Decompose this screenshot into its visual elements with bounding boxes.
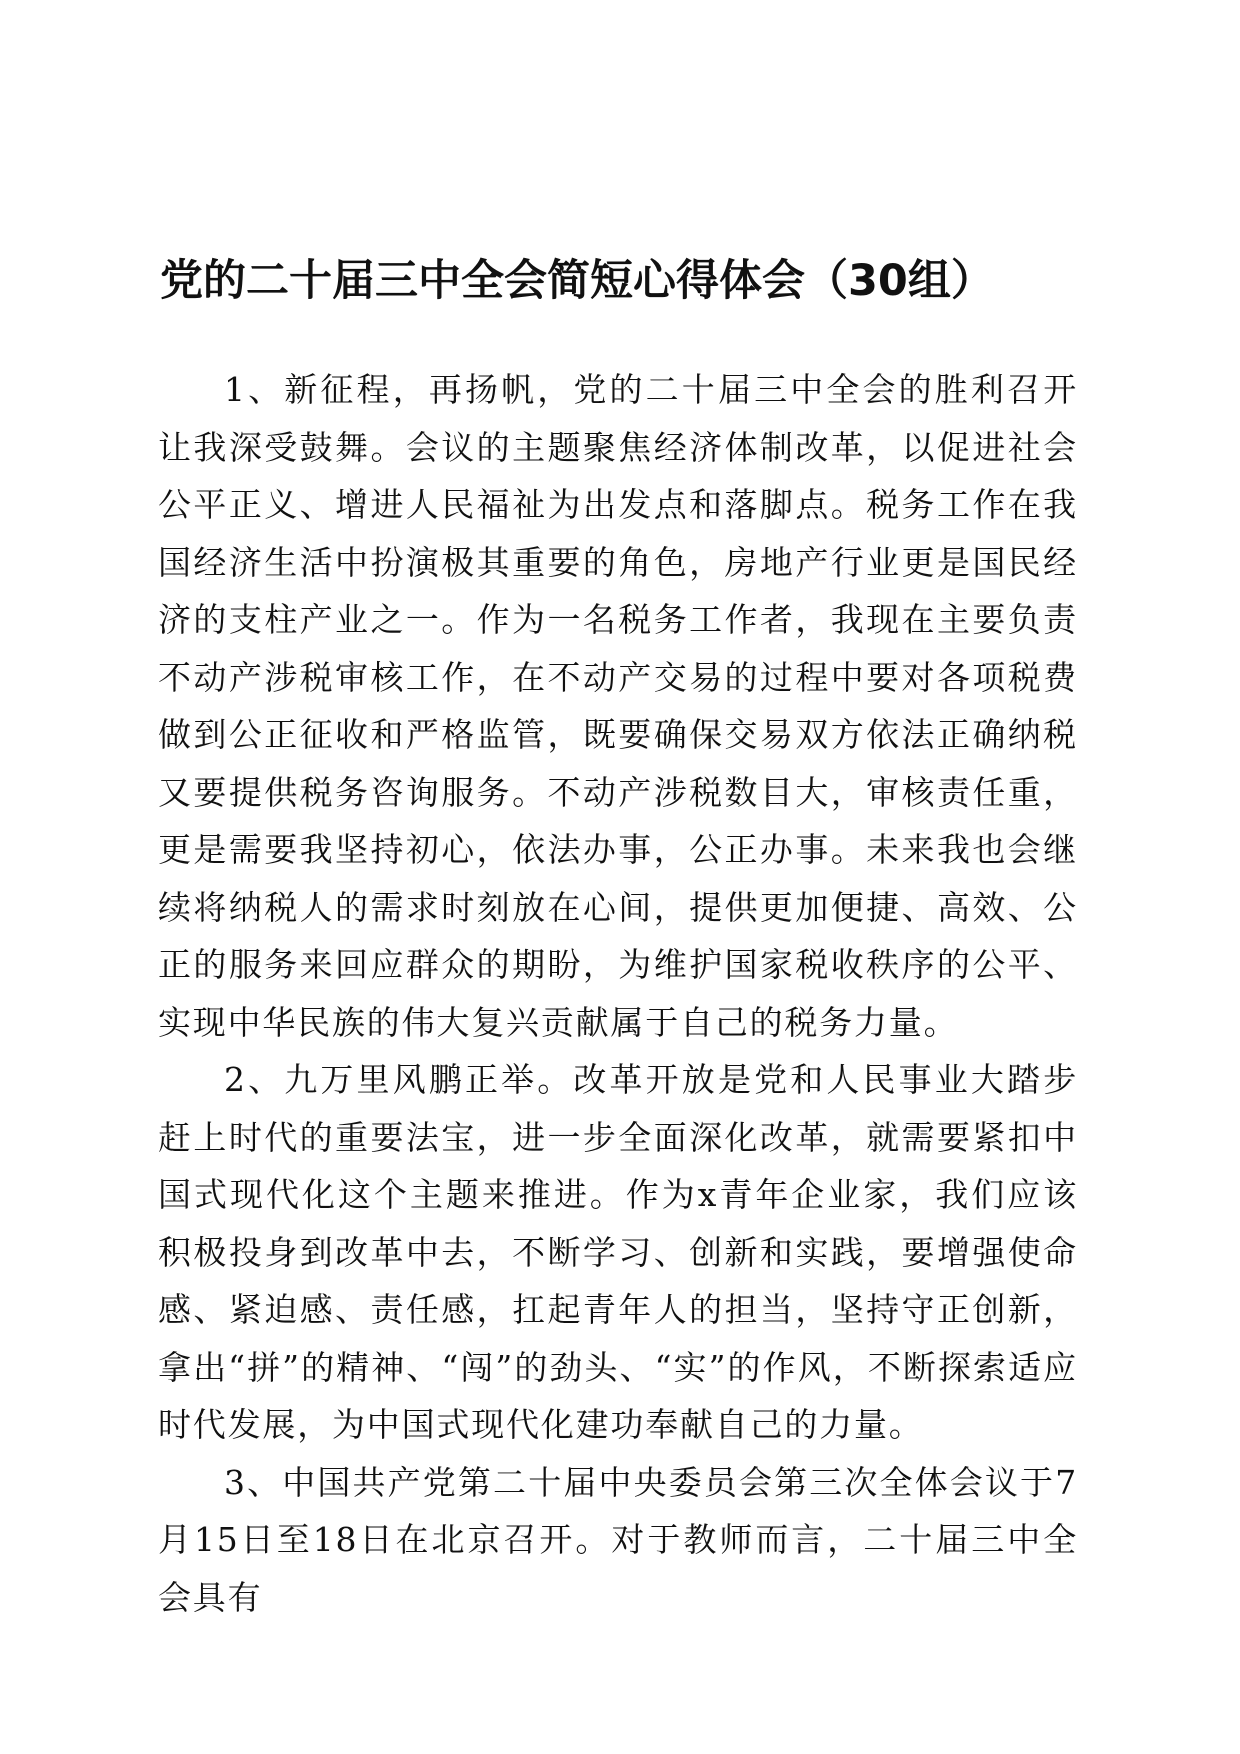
paragraph-3: 3、中国共产党第二十届中央委员会第三次全体会议于7月15日至18日在北京召开。对于教师而言，二十届三中全会具有 bbox=[158, 1462, 1078, 1617]
document-title: 党的二十届三中全会简短心得体会（30组） bbox=[160, 256, 994, 306]
paragraph-2: 2、九万里风鹏正举。改革开放是党和人民事业大踏步赶上时代的重要法宝，进一步全面深化改革，就需要紧扣中国式现代化这个主题来推进。作为x青年企业家，我们应该积极投身到改革中去，不断学习、创新和实践，要增强使命感、紧迫感、责任感，扛起青年人的担当，坚持守正创新，拿出“拼”的精神、“闯”的劲头、“实”的作风，不断探索适应时代发展，为中国式现代化建功奉献自己的力量。 bbox=[158, 1060, 1078, 1444]
paragraph-1: 1、新征程，再扬帆，党的二十届三中全会的胜利召开让我深受鼓舞。会议的主题聚焦经济体制改革，以促进社会公平正义、增进人民福祉为出发点和落脚点。税务工作在我国经济生活中扮演极其重要的角色，房地产行业更是国民经济的支柱产业之一。作为一名税务工作者，我现在主要负责不动产涉税审核工作，在不动产交易的过程中要对各项税费做到公正征收和严格监管，既要确保交易双方依法正确纳税又要提供税务咨询服务。不动产涉税数目大，审核责任重，更是需要我坚持初心，依法办事，公正办事。未来我也会继续将纳税人的需求时刻放在心间，提供更加便捷、高效、公正的服务来回应群众的期盼，为维护国家税收秩序的公平、实现中华民族的伟大复兴贡献属于自己的税务力量。 bbox=[158, 370, 1078, 1042]
document-body bbox=[158, 361, 1078, 1626]
